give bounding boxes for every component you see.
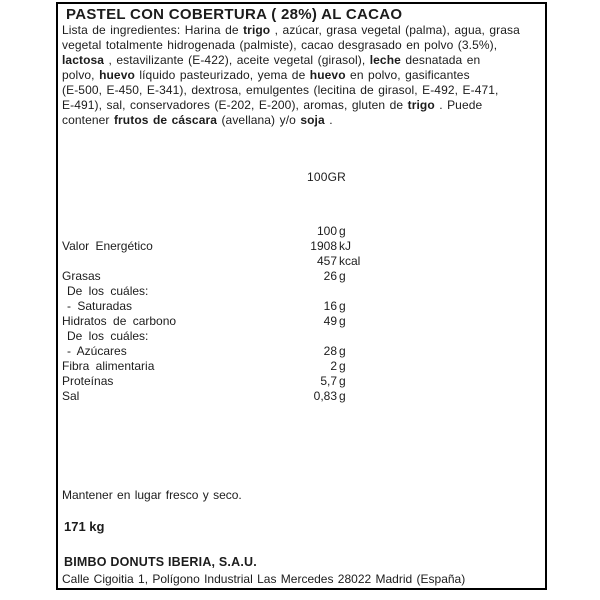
nutrition-row xyxy=(62,359,542,374)
allergen-ingredient: soja xyxy=(300,113,325,127)
nutrition-value: 16 xyxy=(323,299,337,313)
allergen-ingredient: leche xyxy=(369,53,401,67)
manufacturer-name: BIMBO DONUTS IBERIA, S.A.U. xyxy=(64,555,257,569)
ingredients-line xyxy=(62,68,520,83)
nutrition-unit: g xyxy=(339,314,346,328)
nutrition-value: 2 xyxy=(330,359,337,373)
nutrition-unit: kcal xyxy=(339,254,361,268)
nutrition-unit: g xyxy=(339,374,346,388)
nutrition-label: De los cuáles: xyxy=(67,329,149,343)
nutrition-label: Sal xyxy=(62,389,80,403)
ingredient-text: . xyxy=(324,113,333,127)
nutrition-row xyxy=(62,374,542,389)
nutrition-label: - Saturadas xyxy=(67,299,133,313)
nutrition-row xyxy=(62,314,542,329)
nutrition-value: 1908 xyxy=(310,239,337,253)
nutrition-unit: g xyxy=(339,389,346,403)
nutrition-row xyxy=(62,239,542,254)
serving-size-header: 100GR xyxy=(307,170,347,184)
ingredient-text: Lista de ingredientes: Harina de xyxy=(62,23,244,37)
nutrition-value: 0,83 xyxy=(313,389,337,403)
net-weight: 171 kg xyxy=(64,519,105,534)
allergen-ingredient: trigo xyxy=(243,23,271,37)
ingredients-line xyxy=(62,23,520,38)
nutrition-label: Proteínas xyxy=(62,374,114,388)
nutrition-value: 28 xyxy=(323,344,337,358)
ingredient-text: en polvo, gasificantes xyxy=(345,68,470,82)
nutrition-row xyxy=(62,254,542,269)
nutrition-row xyxy=(62,284,542,299)
nutrition-column-header xyxy=(62,224,542,239)
allergen-ingredient: trigo xyxy=(407,98,435,112)
nutrition-row xyxy=(62,269,542,284)
nutrition-label: Fibra alimentaria xyxy=(62,359,155,373)
manufacturer-address: Calle Cigoitia 1, Polígono Industrial Las Mercedes 28022 Madrid (España) xyxy=(62,572,466,586)
ingredient-text: vegetal totalmente hidrogenada (palmiste), cacao desgrasado en polvo (3.5%), xyxy=(62,38,498,52)
nutrition-unit: g xyxy=(339,359,346,373)
nutrition-label: Grasas xyxy=(62,269,101,283)
allergen-ingredient: huevo xyxy=(99,68,135,82)
ingredients-line xyxy=(62,98,520,113)
nutrition-row xyxy=(62,344,542,359)
nutrition-unit: g xyxy=(339,269,346,283)
nutrition-value: 457 xyxy=(316,254,337,268)
nutrition-value: 49 xyxy=(323,314,337,328)
product-label-box xyxy=(56,2,547,590)
ingredients-line xyxy=(62,53,520,68)
nutrition-value: 5,7 xyxy=(320,374,337,388)
nutrition-rows xyxy=(62,239,542,404)
nutrition-unit: g xyxy=(339,299,346,313)
ingredient-text: líquido pasteurizado, yema de xyxy=(134,68,310,82)
allergen-ingredient: lactosa xyxy=(62,53,105,67)
ingredient-text: E-491), sal, conservadores (E-202, E-200), aromas, gluten de xyxy=(62,98,408,112)
nutrition-unit: kJ xyxy=(339,239,351,253)
nutrition-label: Hidratos de carbono xyxy=(62,314,177,328)
nutrition-row xyxy=(62,389,542,404)
allergen-ingredient: huevo xyxy=(309,68,346,82)
storage-instructions: Mantener en lugar fresco y seco. xyxy=(62,488,242,502)
nutrition-unit: g xyxy=(339,344,346,358)
nutrition-column-header-value: 100 xyxy=(316,224,337,238)
nutrition-row xyxy=(62,299,542,314)
ingredient-text: . Puede xyxy=(434,98,483,112)
nutrition-label: - Azúcares xyxy=(67,344,127,358)
ingredients-line xyxy=(62,38,520,53)
nutrition-label: Valor Energético xyxy=(62,239,153,253)
ingredient-text: (avellana) y/o xyxy=(217,113,301,127)
ingredient-text: , estavilizante (E-422), aceite vegetal (girasol), xyxy=(104,53,370,67)
allergen-ingredient: frutos de cáscara xyxy=(113,113,218,127)
ingredient-text: desnatada en xyxy=(400,53,481,67)
nutrition-value: 26 xyxy=(323,269,337,283)
nutrition-column-header-unit: g xyxy=(339,224,346,238)
ingredient-text: contener xyxy=(62,113,114,127)
ingredient-text: (E-500, E-450, E-341), dextrosa, emulgentes (lecitina de girasol, E-492, E-471, xyxy=(62,83,499,97)
nutrition-row xyxy=(62,329,542,344)
nutrition-table xyxy=(62,224,542,404)
nutrition-label: De los cuáles: xyxy=(67,284,149,298)
ingredient-text: polvo, xyxy=(62,68,100,82)
ingredients-line xyxy=(62,83,520,98)
ingredient-text: , azúcar, grasa vegetal (palma), agua, grasa xyxy=(270,23,520,37)
product-title: PASTEL CON COBERTURA ( 28%) AL CACAO xyxy=(66,6,403,23)
ingredients-paragraph xyxy=(62,23,520,128)
ingredients-line xyxy=(62,113,520,128)
